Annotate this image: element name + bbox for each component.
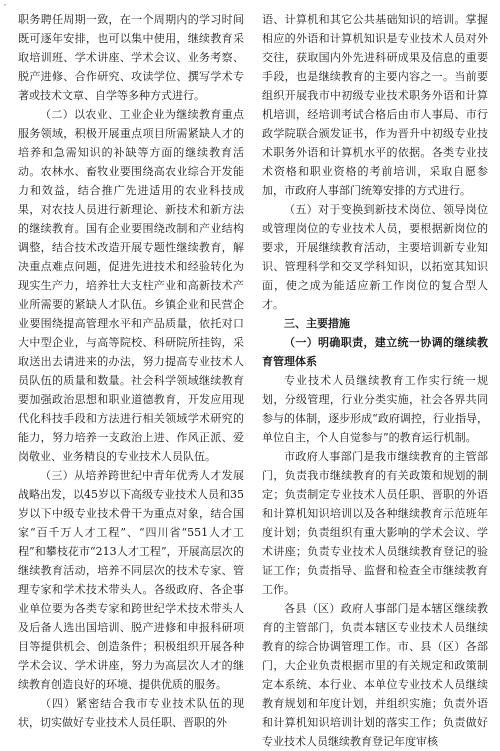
right-column — [262, 10, 488, 751]
section-heading: 三、主要措施 — [284, 317, 350, 330]
left-column — [18, 10, 244, 751]
two-column-layout — [18, 10, 488, 751]
paragraph: 各县（区）政府人事部门是本辖区继续教育的主管部门，负责本辖区专业技术人员继续教育的综合协调管理工作。市、县（区）各部门，大企业负责根据市里的有关规定和政策制定本系统、本行业、本单位专业技术人员继续教育规划和年度计划，并组织实施；负责外语和计算机知识培训计划的落实工作；负责做好专业技术人员继续教育登记年度审核 — [262, 602, 488, 748]
subsection-heading: （一）明确职责，建立统一协调的继续教育管理体系 — [262, 336, 488, 368]
paragraph: 专业技术人员继续教育工作实行统一规划，分级管理，行业分类实施，社会各界共同参与的体制，逐步形成“政府调控，行业指导，单位自主，个人自觉参与”的教育运行机制。 — [262, 374, 488, 444]
corner-mark: ′ — [4, 4, 7, 14]
paragraph: 市政府人事部门是我市继续教育的主管部门，负责我市继续教育的有关政策和规划的制定；负责制定专业技术人员任职、晋职的外语和计算机知识培训以及各种继续教育示范班年度计划；负责组织有重大影响的学术会议、学术讲座；负责专业技术人员继续教育登记的验证工作；负责指导、监督和检查全市继续教育工作。 — [262, 450, 488, 596]
paragraph-continuation: 语、计算机和其它公共基础知识的培训。掌握相应的外语和计算机知识是专业技术人员对外交往，获取国内外先进科研成果及信息的重要手段，也是继续教育的主要内容之一。当前要组织开展我市中初级专业技术职务外语和计算机培训，经培训考试合格后由市人事局、市行政学院联合颁发证书，作为晋升中初级专业技术职务外语和计算机水平的依据。各类专业技术资格和职业资格的考前培训，采取自愿参加，市政府人事部门统筹安排的方式进行。 — [262, 13, 488, 197]
paragraph: （三）从培养跨世纪中青年优秀人才发展战略出发，以45岁以下高级专业技术人员和35岁以下中级专业技术骨干为重点对象，结合国家“百千万人才工程”、“四川省“551人才工程”和攀枝花市“213人才工程”，开展高层次的继续教育活动，培养不同层次的技术专家、管理专家和学术技术带头人。各级政府、各企事业单位要为各类专家和跨世纪学术技术带头人及后备人选出国培训、脱产进修和申报科研项目等提供机会、创造条件；积极组织开展各种学术会议、学术讲座，努力为高层次人才的继续教育创造良好的环境、提供优质的服务。 — [18, 469, 244, 691]
paragraph: （五）对于变换到新技术岗位、领导岗位或管理岗位的专业技术人员，要根据新岗位的要求，开展继续教育活动，主要培训新专业知识、管理科学和交叉学科知识，以拓宽其知识面，使之成为能适应新工作岗位的复合型人才。 — [262, 203, 488, 311]
paragraph-continuation: 职务聘任周期一致，在一个周期内的学习时间既可逐年安排，也可以集中使用，继续教育采取培训班、学术讲座、学术会议、业务考察、脱产进修、合作研究、攻读学位、撰写学术专著或技术文章、自学等多种方式进行。 — [18, 13, 244, 102]
paragraph: （二）以农业、工业企业为继续教育重点服务领域，积极开展重点项目所需紧缺人才的培养和急需知识的补缺等方面的继续教育活动。农林水、畜牧业要围绕高农业综合开发能力和效益，结合推广先进适用的农业科技成果，对农技人员进行新理论、新技术和新方法的继续教育。国有企业要围绕改制和产业结构调整，结合技术改造开展专题性继续教育，解决重点难点问题，促进先进技术和经验转化为现实生产力，培养壮大支柱产业和高新技术产业所需要的紧缺人才队伍。乡镇企业和民营企业要围绕提高管理水平和产品质量，依托对口大中型企业，与高等院校、科研院所挂钩，采取送出去请进来的办法，努力提高专业技术人员队伍的质量和数量。社会科学领域继续教育要加强政治思想和职业道德教育，开发应用现代化科技手段和方法进行相关领域学术研究的能力，努力培养一支政治上进、作风正派、爱岗敬业、业务精良的专业技术人员队伍。 — [18, 108, 244, 463]
paragraph: （四）紧密结合我市专业技术队伍的现状，切实做好专业技术人员任职、晋职的外 — [18, 697, 244, 729]
